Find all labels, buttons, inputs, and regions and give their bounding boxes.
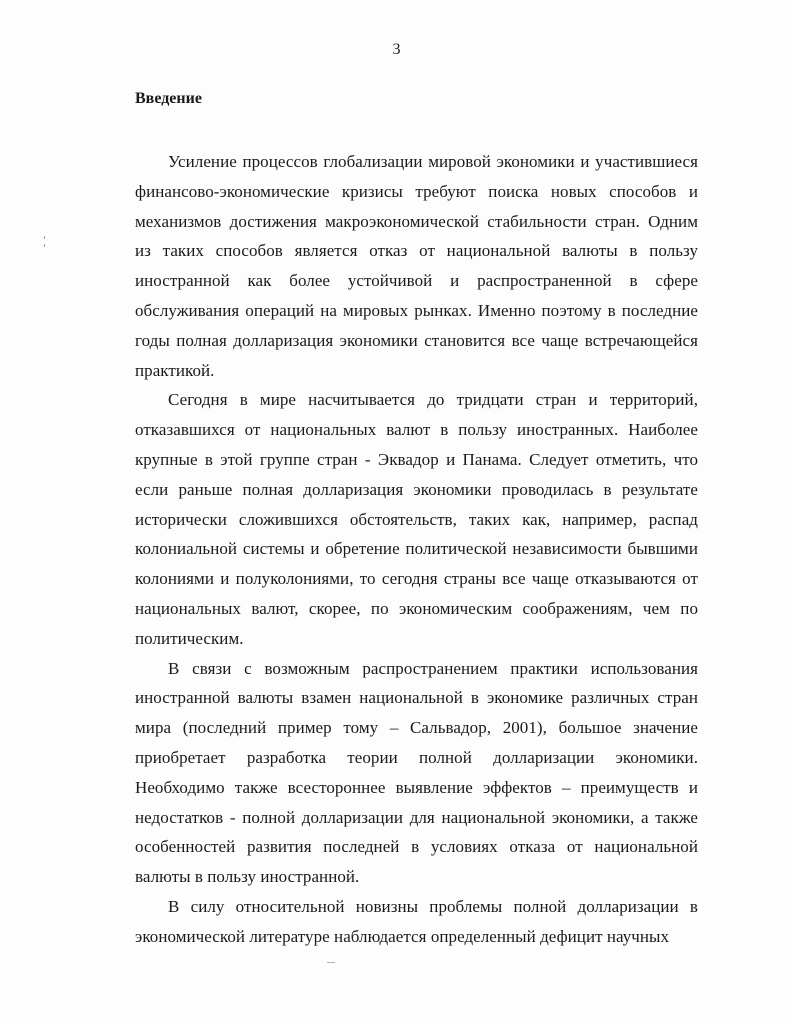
scan-artifact-mark (44, 236, 45, 239)
scan-artifact-mark (44, 244, 45, 247)
section-heading: Введение (135, 90, 202, 107)
scan-artifact-tick (327, 962, 335, 963)
paragraph-4: В силу относительной новизны проблемы полной долларизации в экономической литературе наблюдается определенный дефицит научных (135, 896, 698, 946)
paragraph-1: Усиление процессов глобализации мировой экономики и участившиеся финансово-экономические кризисы требуют поиска новых способов и механизмов достижения макроэкономической стабильности стран. Одним из таких способов является отказ от национальной валюты в пользу иностранной как более устойчивой и распространенной в сфере обслуживания операций на мировых рынках. Именно поэтому в последние годы полная долларизация экономики становится все чаще встречающейся практикой. (135, 152, 698, 380)
paragraph-2: Сегодня в мире насчитывается до тридцати стран и территорий, отказавшихся от национальных валют в пользу иностранных. Наиболее крупные в этой группе стран - Эквадор и Панама. Следует отметить, что если раньше полная долларизация экономики проводилась в результате исторически сложившихся обстоятельств, таких как, например, распад колониальной системы и обретение политической независимости бывшими колониями и полуколониями, то сегодня страны все чаще отказываются от национальных валют, скорее, по экономическим соображениям, чем по политическим. (135, 390, 698, 648)
page-number: 3 (392, 41, 401, 58)
body-text (135, 147, 698, 952)
paragraph-3: В связи с возможным распространением практики использования иностранной валюты взамен национальной в экономике различных стран мира (последний пример тому – Сальвадор, 2001), большое значение приобретает разработка теории полной долларизации экономики. Необходимо также всестороннее выявление эффектов – преимуществ и недостатков - полной долларизации для национальной экономики, а также особенностей развития последней в условиях отказа от национальной валюты в пользу иностранной. (135, 658, 698, 887)
